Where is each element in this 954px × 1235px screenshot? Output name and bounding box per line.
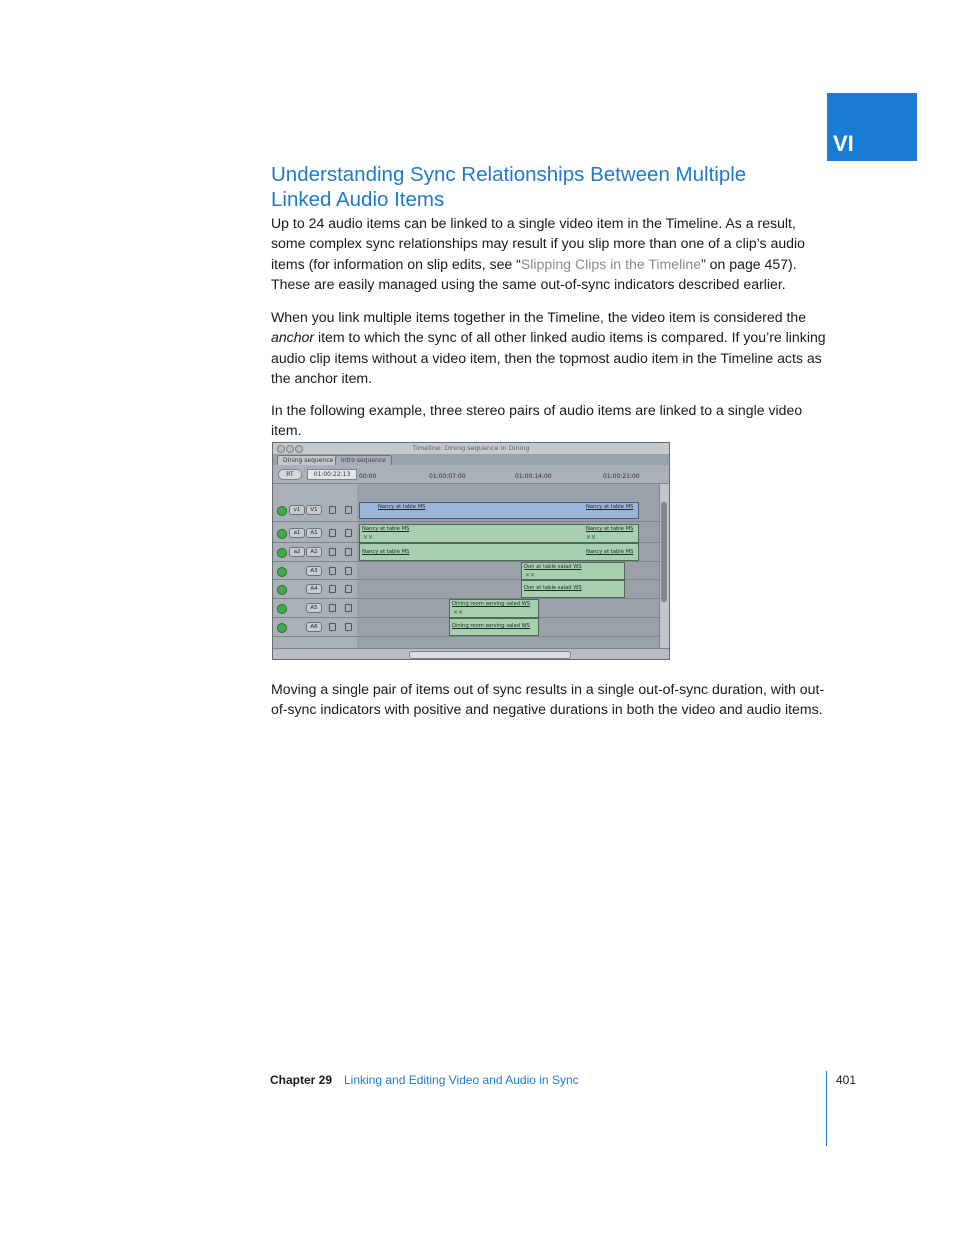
clip-label-end: Nancy at table MS [586, 526, 634, 532]
clip-label: Dining room serving salad WS [452, 623, 531, 629]
paragraph-2-text-start: When you link multiple items together in the Timeline, the video item is considered the [271, 309, 807, 325]
lock-icon[interactable] [329, 604, 336, 612]
clip-label: Nancy at table MS [378, 504, 426, 510]
lock-icon[interactable] [329, 548, 336, 556]
paragraph-1-text-end: ” on page 457). These are easily managed using the same out-of-sync indicators described earlier. [271, 255, 797, 292]
lock-icon[interactable] [329, 567, 336, 575]
auto-select-icon[interactable] [345, 567, 352, 575]
sync-indicator-icon: ✕✕ [453, 609, 464, 616]
audio-enable-icon[interactable] [277, 567, 287, 577]
audio-enable-icon[interactable] [277, 604, 287, 614]
paragraph-1 [271, 213, 831, 294]
audio-enable-icon[interactable] [277, 548, 287, 558]
auto-select-icon[interactable] [345, 529, 352, 537]
vertical-scrollbar[interactable] [659, 484, 669, 650]
ruler-tick-label: 00:00 [359, 473, 377, 480]
auto-select-icon[interactable] [345, 623, 352, 631]
audio-track-a5 [273, 599, 661, 618]
audio-enable-icon[interactable] [277, 623, 287, 633]
paragraph-1-text-start: Up to 24 audio items can be linked to a single video item in the Timeline. As a result, some complex sync relationships may result if you slip more than one of a clip’s audio items (for information on slip edits, see “ [271, 215, 805, 272]
clip-label: Dining room serving salad WS [452, 601, 531, 607]
anchor-term: anchor [271, 329, 315, 346]
source-control-v1[interactable]: v1 [289, 505, 305, 515]
clip-label-end: Nancy at table MS [586, 504, 634, 510]
slipping-clips-link[interactable]: Slipping Clips in the Timeline [520, 255, 702, 272]
vertical-scroll-thumb[interactable] [661, 502, 667, 602]
ruler-tick-label: 01:00:07:00 [429, 473, 466, 480]
part-tab-label: VI [833, 131, 854, 156]
auto-select-icon[interactable] [345, 585, 352, 593]
audio-clip[interactable] [449, 618, 539, 636]
timeline-window [272, 442, 670, 660]
video-clip[interactable] [359, 502, 639, 519]
audio-track-a3 [273, 562, 661, 580]
footer-divider [826, 1071, 827, 1146]
page-number: 401 [836, 1073, 857, 1087]
dest-control-v1[interactable]: V1 [306, 505, 322, 515]
source-control-a1[interactable]: a1 [289, 528, 305, 538]
clip-label-end: Nancy at table MS [586, 549, 634, 555]
paragraph-4: Moving a single pair of items out of sync results in a single out-of-sync duration, with out-of-sync indicators with positive and negative durations in both the video and audio items. [271, 681, 825, 718]
audio-clip[interactable] [521, 562, 625, 580]
paragraph-3: In the following example, three stereo pairs of audio items are linked to a single video item. [271, 402, 803, 439]
auto-select-icon[interactable] [345, 506, 352, 514]
audio-clip[interactable] [521, 580, 625, 598]
clip-label: Nancy at table MS [362, 526, 410, 532]
section-heading: Understanding Sync Relationships Between Multiple Linked Audio Items [271, 163, 747, 211]
audio-track-a2 [273, 543, 661, 562]
audio-clip[interactable] [359, 543, 639, 561]
dest-control-a5[interactable]: A5 [306, 603, 322, 613]
auto-select-icon[interactable] [345, 604, 352, 612]
paragraph-2-text-end: item to which the sync of all other linked audio items is compared. If you’re linking audio clip items without a video item, then the topmost audio item in the Timeline acts as the anchor item. [271, 329, 826, 386]
sync-indicator-icon: ✕✕ [363, 534, 374, 541]
rt-menu-button[interactable]: RT [278, 469, 302, 480]
current-timecode-field[interactable]: 01:00:22:13 [307, 469, 357, 480]
dest-control-a4[interactable]: A4 [306, 584, 322, 594]
clip-label: Don at table salad WS [524, 564, 582, 570]
audio-clip[interactable] [449, 599, 539, 618]
audio-track-a1 [273, 524, 661, 543]
track-area [273, 484, 661, 650]
lock-icon[interactable] [329, 529, 336, 537]
clip-label: Nancy at table MS [362, 549, 410, 555]
ruler-tick-label: 01:00:14:00 [515, 473, 552, 480]
audio-enable-icon[interactable] [277, 585, 287, 595]
lock-icon[interactable] [329, 623, 336, 631]
dest-control-a3[interactable]: A3 [306, 566, 322, 576]
horizontal-scroll-thumb[interactable] [409, 651, 571, 659]
timeline-bottom-bar [273, 648, 669, 659]
footer-chapter-title[interactable]: Linking and Editing Video and Audio in Sync [344, 1073, 579, 1087]
lock-icon[interactable] [329, 506, 336, 514]
source-control-a2[interactable]: a2 [289, 547, 305, 557]
clip-label: Don at table salad WS [524, 585, 582, 591]
footer-chapter: Chapter 29 [270, 1073, 333, 1087]
sequence-tab-bar [273, 454, 669, 465]
audio-clip[interactable] [359, 524, 639, 543]
tab-intro-sequence[interactable]: Intro sequence [335, 455, 392, 466]
paragraph-2 [271, 307, 831, 388]
dest-control-a1[interactable]: A1 [306, 528, 322, 538]
sync-indicator-icon: ✕✕ [525, 572, 536, 579]
tab-dining-sequence[interactable]: Dining sequence [277, 455, 339, 466]
video-track-v1 [273, 500, 661, 522]
ruler-tick-label: 01:00:21:00 [603, 473, 640, 480]
timeline-window-title: Timeline: Dining sequence in Dining [412, 444, 530, 452]
audio-track-a6 [273, 618, 661, 637]
audio-track-a4 [273, 580, 661, 599]
part-tab [827, 93, 917, 161]
sync-indicator-icon: ✕✕ [586, 534, 597, 541]
audio-enable-icon[interactable] [277, 529, 287, 539]
dest-control-a2[interactable]: A2 [306, 547, 322, 557]
lock-icon[interactable] [329, 585, 336, 593]
track-visibility-icon[interactable] [277, 506, 287, 516]
auto-select-icon[interactable] [345, 548, 352, 556]
timeline-header [273, 465, 669, 484]
dest-control-a6[interactable]: A6 [306, 622, 322, 632]
